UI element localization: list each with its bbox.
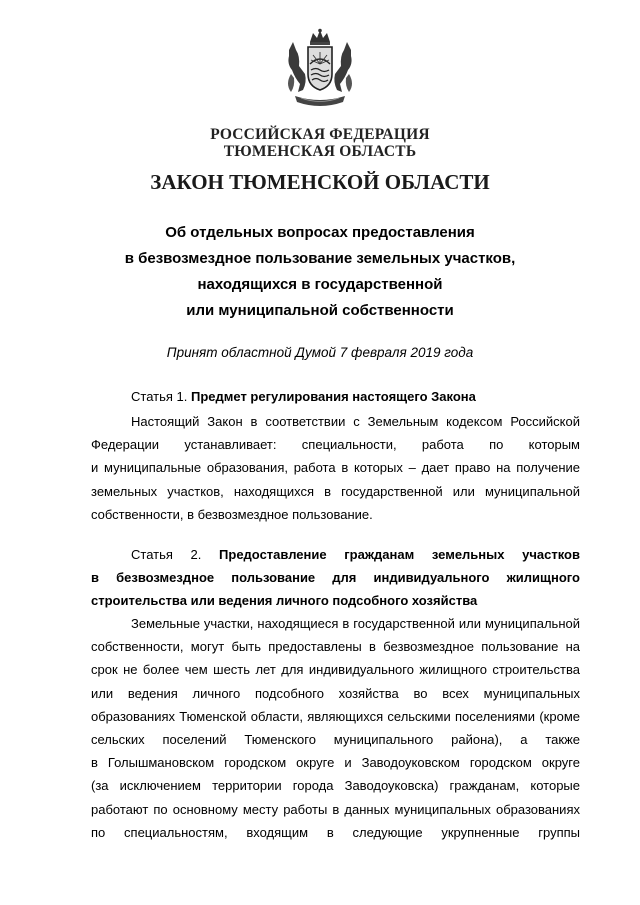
law-title-line: Об отдельных вопросах предоставления — [165, 224, 475, 241]
article-1-title: Предмет регулирования настоящего Закона — [191, 389, 476, 404]
article-1-heading — [91, 385, 580, 408]
law-title-line: или муниципальной собственности — [186, 302, 454, 319]
law-title-line: находящихся в государственной — [197, 276, 443, 293]
adoption-note: Принят областной Думой 7 февраля 2019 года — [166, 345, 474, 360]
law-title — [0, 220, 640, 324]
law-title-line: в безвозмездное пользование земельных участков, — [124, 250, 516, 267]
article-1-text — [91, 410, 580, 526]
article-2-title-line: строительства или ведения личного подсобного хозяйства — [91, 593, 478, 609]
paragraph-line: собственности, в безвозмездное пользование. — [91, 506, 373, 522]
article-2-title-line: в безвозмездное пользование для индивидуального жилищного — [91, 570, 580, 586]
paragraph-line: или ведения личного подсобного хозяйства во всех муниципальных — [91, 685, 580, 701]
paragraph-line: (за исключением территории города Заводоуковска) гражданам, которые — [91, 778, 580, 794]
paragraph-line: срок не более чем шесть лет для индивидуального жилищного строительства — [91, 662, 580, 678]
article-2-text — [91, 612, 580, 844]
document-type-heading: ЗАКОН ТЮМЕНСКОЙ ОБЛАСТИ — [150, 170, 490, 194]
region-name: ТЮМЕНСКАЯ ОБЛАСТЬ — [223, 143, 417, 160]
article-2-heading — [91, 543, 580, 613]
paragraph-line: земельных участков, находящихся в государственной или муниципальной — [91, 483, 580, 499]
paragraph-line: образованиях Тюменской области, являющихся сельскими поселениями (кроме — [91, 708, 580, 724]
paragraph-line: Федерации устанавливает: специальности, работа по которым — [91, 437, 580, 453]
paragraph-line: Настоящий Закон в соответствии с Земельным кодексом Российской — [131, 414, 580, 429]
article-1-label: Статья 1. — [131, 389, 188, 404]
paragraph-line: Земельные участки, находящиеся в государственной или муниципальной — [131, 616, 580, 631]
paragraph-line: по специальностям, входящим в следующие укрупненные группы — [91, 824, 580, 840]
paragraph-line: работают по основному месту работы в данных муниципальных образованиях — [91, 801, 580, 817]
paragraph-line: и муниципальные образования, работа в которых – дает право на получение — [91, 460, 580, 476]
country-name: РОССИЙСКАЯ ФЕДЕРАЦИЯ — [210, 126, 430, 143]
article-2-title-line: Предоставление гражданам земельных участков — [219, 547, 580, 562]
paragraph-line: сельских поселений Тюменского муниципального района), а также — [91, 731, 580, 747]
tyumen-oblast-coat-of-arms-icon — [283, 28, 357, 112]
paragraph-line: в Голышмановском городском округе и Заводоуковском городском округе — [91, 755, 580, 771]
paragraph-line: собственности, могут быть предоставлены в безвозмездное пользование на — [91, 639, 580, 655]
article-2-label: Статья 2. — [131, 547, 202, 562]
